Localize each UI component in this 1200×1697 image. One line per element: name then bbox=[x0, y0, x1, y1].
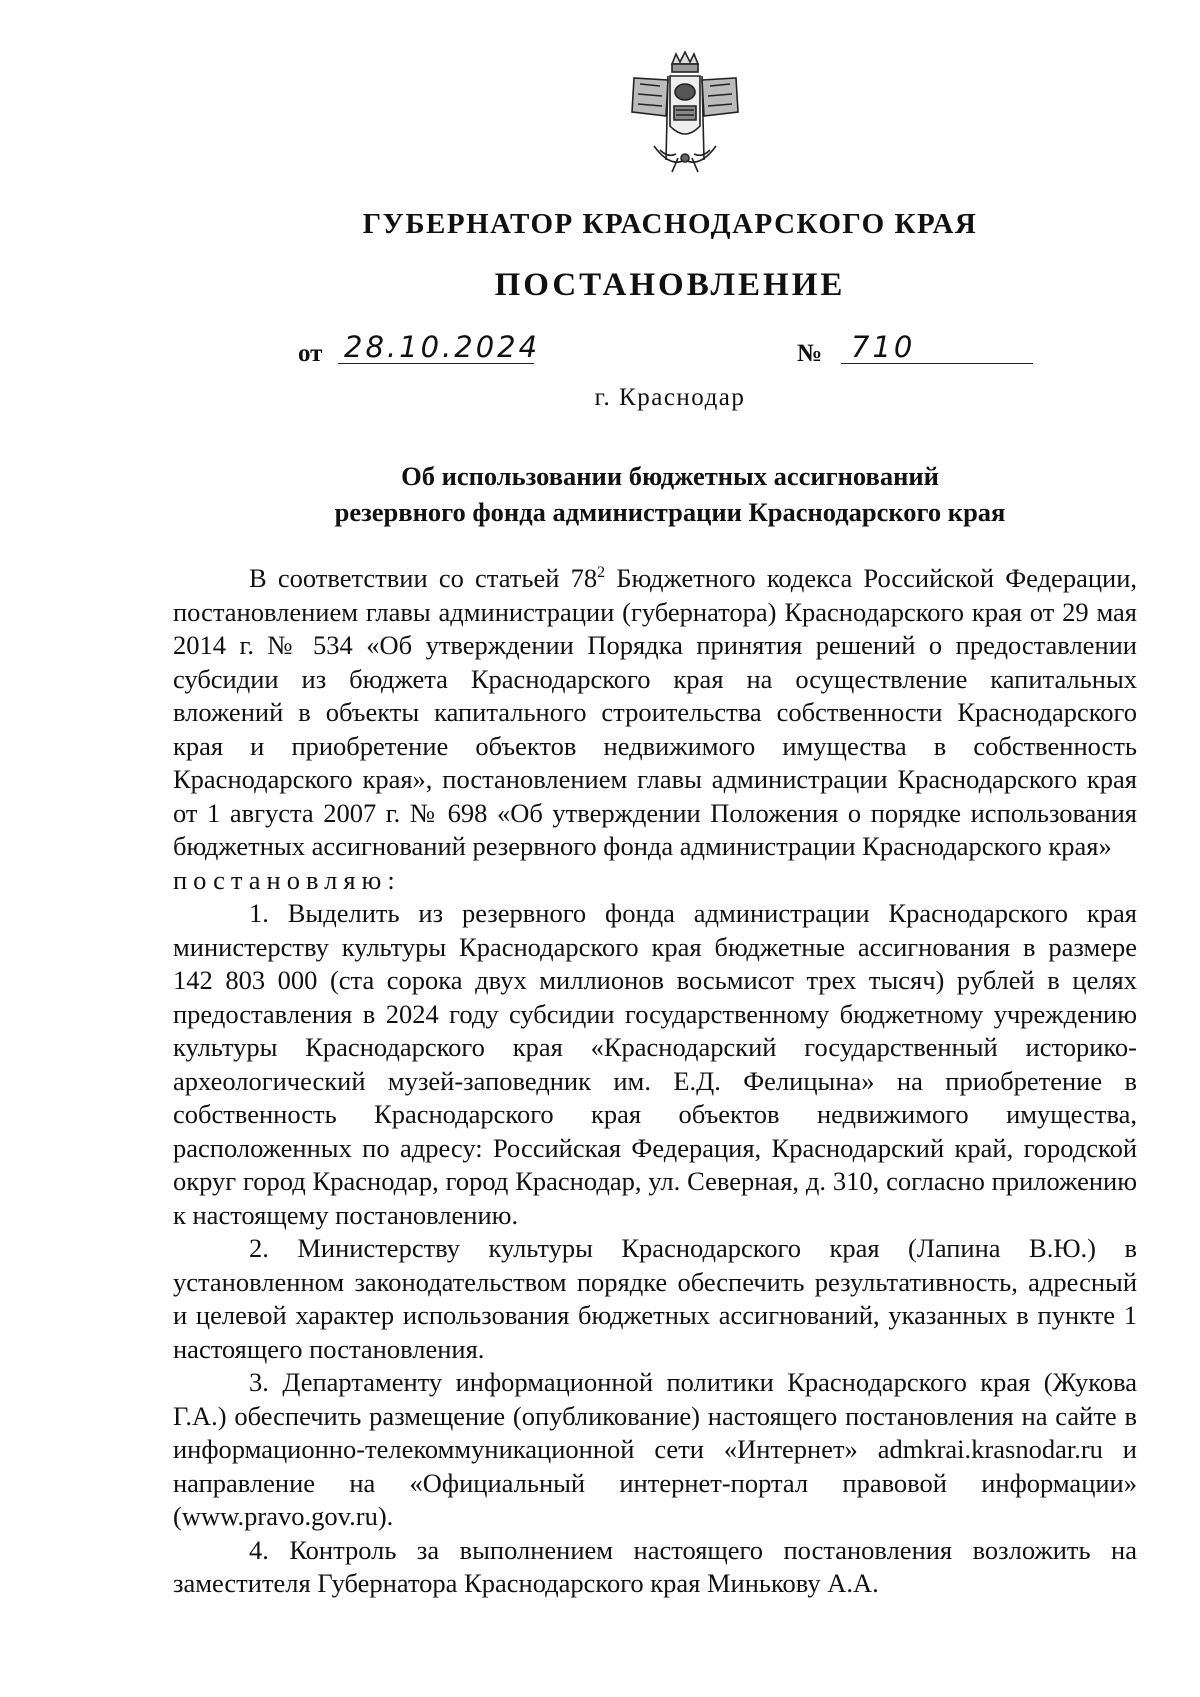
authority-heading: ГУБЕРНАТОР КРАСНОДАРСКОГО КРАЯ bbox=[362, 208, 978, 240]
item-1: 1. Выделить из резервного фонда администрации Краснодарского края министерству культуры Краснодарского края бюджетные ассигнования в размере 142 803 000 (ста сорока двух миллионов восьмисот трех тысяч) рублей в целях предоставления в 2024 году субсидии государственному бюджетному учреждению культуры Краснодарского края «Краснодарский государственный историко-археологический музей-заповедник им. Е.Д. Фелицына» на приобретение в собственность Краснодарского края объектов недвижимого имущества, расположенных по адресу: Российская Федерация, Краснодарский край, городской округ город Краснодар, город Краснодар, ул. Северная, д. 310, согласно приложению к настоящему постановлению. bbox=[173, 898, 1137, 1230]
coat-of-arms-icon bbox=[620, 50, 750, 180]
item-4: 4. Контроль за выполнением настоящего постановления возложить на заместителя Губернатора Краснодарского края Минькову А.А. bbox=[173, 1534, 1137, 1598]
preamble-part-1: В соответствии со статьей 78 bbox=[249, 563, 598, 593]
title-line-1: Об использовании бюджетных ассигнований bbox=[401, 461, 939, 491]
title-line-2: резервного фонда администрации Краснодарского края bbox=[334, 497, 1006, 527]
date-value: 28.10.2024 bbox=[338, 330, 534, 364]
preamble-superscript: 2 bbox=[597, 564, 606, 582]
item-2: 2. Министерству культуры Краснодарского края (Лапина В.Ю.) в установленном законодательством порядке обеспечить результативность, адресный и целевой характер использования бюджетных ассигнований, указанных в пункте 1 настоящего постановления. bbox=[173, 1233, 1137, 1364]
preamble-part-2: Бюджетного кодекса Российской Федерации, постановлением главы администрации (губернатора) Краснодарского края от 29 мая 2014 г. № 534 «Об утверждении Порядка принятия решений о предоставлении субсидии из бюджета Краснодарского края на осуществление капитальных вложений в объекты капитального строительства собственности Краснодарского края и приобретение объектов недвижимого имущества в собственность Краснодарского края», постановлением главы администрации Краснодарского края от 1 августа 2007 г. № 698 «Об утверждении Положения о порядке использования бюджетных ассигнований резервного фонда администрации Краснодарского края» bbox=[173, 563, 1138, 861]
document-body bbox=[173, 562, 1137, 1601]
number-value: 710 bbox=[841, 330, 1033, 364]
document-type-heading: ПОСТАНОВЛЕНИЕ bbox=[494, 267, 846, 303]
decree-word: постановляю: bbox=[173, 864, 401, 895]
item-3: 3. Департаменту информационной политики Краснодарского края (Жукова Г.А.) обеспечить размещение (опубликование) настоящего постановления на сайте в информационно-телекоммуникационной сети «Интернет» admkrai.krasnodar.ru и направление на «Официальный интернет-портал правовой информации» (www.pravo.gov.ru). bbox=[173, 1367, 1137, 1531]
document-title bbox=[0, 458, 1200, 530]
preamble-paragraph bbox=[173, 562, 1137, 864]
city-label: г. Краснодар bbox=[594, 384, 746, 411]
number-prefix: № bbox=[797, 340, 823, 367]
date-prefix: от bbox=[298, 340, 323, 367]
